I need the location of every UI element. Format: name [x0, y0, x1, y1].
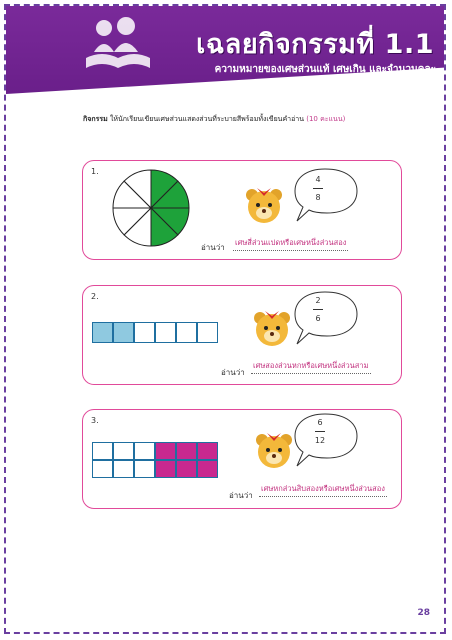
unshaded-cell — [134, 460, 155, 478]
unshaded-cell — [113, 460, 134, 478]
fraction-bar — [313, 188, 323, 189]
unshaded-cell — [92, 442, 113, 460]
bear-mascot-icon — [243, 185, 285, 227]
unshaded-cell — [197, 322, 218, 343]
activity-points: (10 คะแนน) — [306, 115, 346, 123]
page-number: 28 — [417, 608, 430, 618]
children-reading-logo — [80, 14, 156, 76]
reading-answer: เศษสี่ส่วนแปดหรือเศษหนึ่งส่วนสอง — [233, 237, 348, 251]
numerator: 2 — [315, 296, 321, 305]
fraction-answer — [305, 418, 335, 445]
activity-label: กิจกรรม — [83, 115, 108, 123]
fraction-bar — [315, 431, 325, 432]
denominator: 6 — [315, 314, 321, 323]
reading-answer: เศษสองส่วนหกหรือเศษหนึ่งส่วนสาม — [251, 360, 371, 374]
numerator: 6 — [317, 418, 323, 427]
fraction-grid-diagram — [92, 442, 218, 478]
unshaded-cell — [176, 322, 197, 343]
fraction-answer — [303, 175, 333, 202]
read-as-label: อ่านว่า — [229, 491, 253, 500]
denominator: 12 — [314, 436, 326, 445]
activity-instruction — [83, 114, 345, 125]
read-as-label: อ่านว่า — [201, 243, 225, 252]
shaded-cell — [197, 460, 218, 478]
fraction-bar-diagram — [92, 322, 218, 343]
shaded-cell — [92, 322, 113, 343]
page-subtitle: ความหมายของเศษส่วนแท้ เศษเกิน และจำนวนคละ — [214, 64, 436, 75]
activity-text: ให้นักเรียนเขียนเศษส่วนแสดงส่วนที่ระบายสีพร้อมทั้งเขียนคำอ่าน — [109, 115, 304, 123]
shaded-cell — [176, 442, 197, 460]
numerator: 4 — [315, 175, 321, 184]
unshaded-cell — [155, 322, 176, 343]
unshaded-cell — [92, 460, 113, 478]
exercise-card-1 — [82, 160, 402, 260]
exercise-number: 2. — [91, 292, 99, 301]
unshaded-cell — [113, 442, 134, 460]
fraction-circle — [111, 168, 191, 248]
exercise-number: 1. — [91, 167, 99, 176]
fraction-answer — [303, 296, 333, 323]
unshaded-cell — [134, 322, 155, 343]
page-title: เฉลยกิจกรรมที่ 1.1 — [196, 29, 434, 60]
shaded-cell — [155, 442, 176, 460]
shaded-cell — [197, 442, 218, 460]
bear-mascot-icon — [251, 308, 293, 350]
unshaded-cell — [134, 442, 155, 460]
exercise-number: 3. — [91, 416, 99, 425]
reading-answer: เศษหกส่วนสิบสองหรือเศษหนึ่งส่วนสอง — [259, 483, 387, 497]
shaded-cell — [155, 460, 176, 478]
shaded-cell — [176, 460, 197, 478]
denominator: 8 — [315, 193, 321, 202]
shaded-cell — [113, 322, 134, 343]
exercise-card-2 — [82, 285, 402, 385]
fraction-bar — [313, 309, 323, 310]
exercise-card-3 — [82, 409, 402, 509]
read-as-label: อ่านว่า — [221, 368, 245, 377]
